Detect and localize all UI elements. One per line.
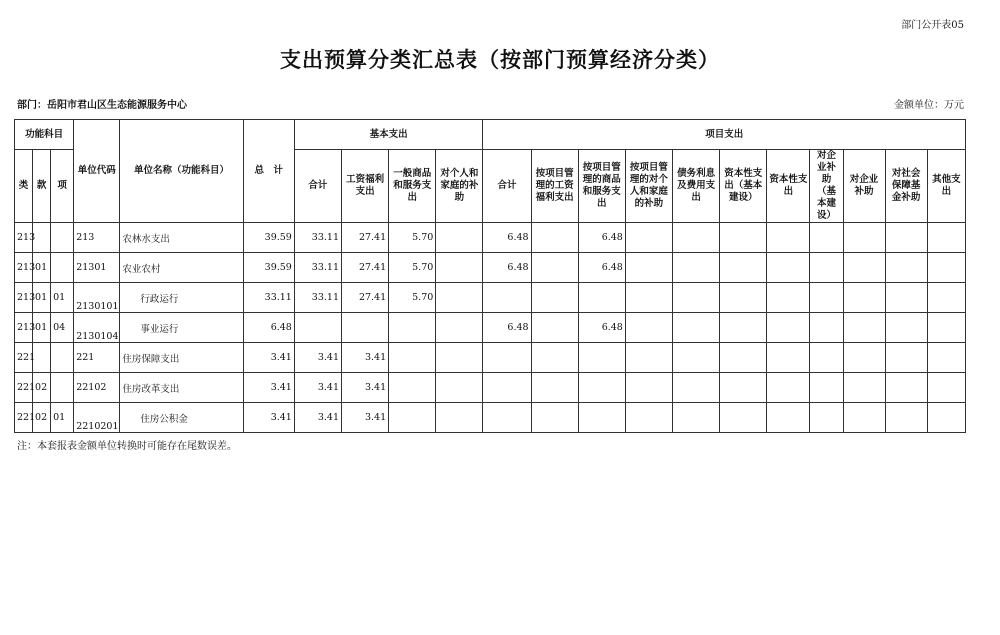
- project-capital-construct-cell: [720, 343, 767, 373]
- kuan-cell: 01: [33, 253, 51, 283]
- project-capital-construct-cell: [720, 253, 767, 283]
- total-cell: 39.59: [243, 253, 294, 283]
- table-row: [15, 313, 966, 343]
- header-project-personal: 按项目管理的对个人和家庭的补助: [625, 150, 672, 223]
- table-row: [15, 253, 966, 283]
- project-sum-cell: [483, 343, 531, 373]
- total-cell: 39.59: [243, 223, 294, 253]
- xiang-cell: 01: [51, 283, 74, 313]
- project-capital-cell: [767, 223, 810, 253]
- header-basic-personal: 对个人和家庭的补助: [436, 150, 483, 223]
- basic-wage-cell: 27.41: [342, 253, 389, 283]
- basic-goods-cell: [389, 403, 436, 433]
- basic-sum-cell: 3.41: [294, 343, 341, 373]
- basic-personal-cell: [436, 373, 483, 403]
- project-debt-cell: [673, 343, 720, 373]
- project-other-cell: [927, 223, 965, 253]
- basic-goods-cell: [389, 343, 436, 373]
- unit-name-cell: 行政运行: [120, 283, 243, 313]
- lei-cell: 221: [15, 403, 33, 433]
- project-social-cell: [885, 313, 927, 343]
- project-wage-cell: [531, 403, 578, 433]
- total-cell: 3.41: [243, 343, 294, 373]
- project-personal-cell: [625, 253, 672, 283]
- basic-goods-cell: 5.70: [389, 253, 436, 283]
- basic-wage-cell: 3.41: [342, 343, 389, 373]
- project-enterprise-construct-cell: [810, 283, 843, 313]
- xiang-cell: 01: [51, 403, 74, 433]
- unit-code-cell: 2210201: [74, 403, 120, 433]
- project-other-cell: [927, 343, 965, 373]
- project-capital-cell: [767, 403, 810, 433]
- table-row: [15, 373, 966, 403]
- project-wage-cell: [531, 373, 578, 403]
- project-debt-cell: [673, 283, 720, 313]
- header-basic-sum: 合计: [294, 150, 341, 223]
- basic-sum-cell: 33.11: [294, 283, 341, 313]
- basic-personal-cell: [436, 283, 483, 313]
- basic-goods-cell: [389, 373, 436, 403]
- table-row: [15, 223, 966, 253]
- project-social-cell: [885, 403, 927, 433]
- lei-cell: 221: [15, 373, 33, 403]
- kuan-cell: [33, 223, 51, 253]
- unit-code-cell: 2130104: [74, 313, 120, 343]
- project-wage-cell: [531, 283, 578, 313]
- project-enterprise-cell: [843, 403, 885, 433]
- unit-code-cell: 21301: [74, 253, 120, 283]
- total-cell: 6.48: [243, 313, 294, 343]
- basic-sum-cell: 3.41: [294, 403, 341, 433]
- header-unit-name: 单位名称（功能科目）: [120, 120, 243, 223]
- header-func-subject: 功能科目: [15, 120, 74, 150]
- header-project-sum: 合计: [483, 150, 531, 223]
- header-row-top: [15, 120, 966, 150]
- basic-personal-cell: [436, 253, 483, 283]
- project-debt-cell: [673, 223, 720, 253]
- project-personal-cell: [625, 313, 672, 343]
- header-unit-code: 单位代码: [74, 120, 120, 223]
- header-basic-goods: 一般商品和服务支出: [389, 150, 436, 223]
- kuan-cell: 02: [33, 403, 51, 433]
- kuan-cell: [33, 343, 51, 373]
- project-enterprise-construct-cell: [810, 373, 843, 403]
- basic-sum-cell: 3.41: [294, 373, 341, 403]
- xiang-cell: [51, 253, 74, 283]
- project-enterprise-construct-cell: [810, 403, 843, 433]
- project-debt-cell: [673, 403, 720, 433]
- basic-goods-cell: 5.70: [389, 283, 436, 313]
- project-personal-cell: [625, 373, 672, 403]
- project-social-cell: [885, 373, 927, 403]
- project-debt-cell: [673, 253, 720, 283]
- project-sum-cell: 6.48: [483, 313, 531, 343]
- lei-cell: 221: [15, 343, 33, 373]
- project-enterprise-cell: [843, 343, 885, 373]
- lei-cell: 213: [15, 223, 33, 253]
- project-personal-cell: [625, 403, 672, 433]
- project-sum-cell: 6.48: [483, 223, 531, 253]
- project-capital-construct-cell: [720, 283, 767, 313]
- project-enterprise-cell: [843, 283, 885, 313]
- xiang-cell: [51, 343, 74, 373]
- header-project-enterprise-construct: 对企业补助（基本建设）: [810, 150, 843, 223]
- project-sum-cell: [483, 403, 531, 433]
- project-enterprise-cell: [843, 373, 885, 403]
- project-social-cell: [885, 223, 927, 253]
- footnote: 注：本套报表金额单位转换时可能存在尾数误差。: [17, 441, 237, 452]
- project-capital-construct-cell: [720, 313, 767, 343]
- unit-name-cell: 住房保障支出: [120, 343, 243, 373]
- project-goods-cell: [578, 403, 625, 433]
- unit-name-cell: 住房公积金: [120, 403, 243, 433]
- project-enterprise-cell: [843, 223, 885, 253]
- unit-name-cell: 住房改革支出: [120, 373, 243, 403]
- kuan-cell: 02: [33, 373, 51, 403]
- project-capital-cell: [767, 313, 810, 343]
- kuan-cell: 01: [33, 313, 51, 343]
- project-enterprise-construct-cell: [810, 223, 843, 253]
- header-project-goods: 按项目管理的商品和服务支出: [578, 150, 625, 223]
- project-other-cell: [927, 373, 965, 403]
- basic-personal-cell: [436, 403, 483, 433]
- header-project-debt: 债务利息及费用支出: [673, 150, 720, 223]
- table-row: [15, 403, 966, 433]
- kuan-cell: 01: [33, 283, 51, 313]
- header-project-expense: 项目支出: [483, 120, 966, 150]
- project-wage-cell: [531, 343, 578, 373]
- project-enterprise-construct-cell: [810, 253, 843, 283]
- project-capital-construct-cell: [720, 403, 767, 433]
- table-body: [15, 223, 966, 433]
- unit-name-cell: 农林水支出: [120, 223, 243, 253]
- lei-cell: 213: [15, 283, 33, 313]
- unit-code-cell: 213: [74, 223, 120, 253]
- project-goods-cell: [578, 373, 625, 403]
- lei-cell: 213: [15, 313, 33, 343]
- project-debt-cell: [673, 313, 720, 343]
- project-goods-cell: 6.48: [578, 223, 625, 253]
- project-capital-cell: [767, 283, 810, 313]
- xiang-cell: [51, 373, 74, 403]
- total-cell: 3.41: [243, 403, 294, 433]
- basic-wage-cell: 27.41: [342, 283, 389, 313]
- header-xiang: 项: [51, 150, 74, 223]
- project-sum-cell: 6.48: [483, 253, 531, 283]
- table-row: [15, 343, 966, 373]
- header-basic-wage: 工资福利支出: [342, 150, 389, 223]
- lei-cell: 213: [15, 253, 33, 283]
- basic-sum-cell: [294, 313, 341, 343]
- project-other-cell: [927, 403, 965, 433]
- basic-personal-cell: [436, 343, 483, 373]
- table-row: [15, 283, 966, 313]
- project-goods-cell: [578, 283, 625, 313]
- header-basic-expense: 基本支出: [294, 120, 483, 150]
- project-personal-cell: [625, 283, 672, 313]
- header-project-other: 其他支出: [927, 150, 965, 223]
- unit-name-cell: 事业运行: [120, 313, 243, 343]
- project-capital-cell: [767, 343, 810, 373]
- header-project-capital: 资本性支出: [767, 150, 810, 223]
- unit-name-cell: 农业农村: [120, 253, 243, 283]
- department-label: 部门：岳阳市君山区生态能源服务中心: [17, 100, 187, 111]
- header-project-wage: 按项目管理的工资福利支出: [531, 150, 578, 223]
- basic-wage-cell: 3.41: [342, 403, 389, 433]
- basic-wage-cell: 3.41: [342, 373, 389, 403]
- basic-wage-cell: [342, 313, 389, 343]
- header-project-enterprise: 对企业补助: [843, 150, 885, 223]
- project-social-cell: [885, 283, 927, 313]
- project-social-cell: [885, 343, 927, 373]
- basic-goods-cell: 5.70: [389, 223, 436, 253]
- project-wage-cell: [531, 253, 578, 283]
- project-sum-cell: [483, 373, 531, 403]
- project-capital-construct-cell: [720, 373, 767, 403]
- basic-goods-cell: [389, 313, 436, 343]
- xiang-cell: 04: [51, 313, 74, 343]
- header-total: 总 计: [243, 120, 294, 223]
- project-social-cell: [885, 253, 927, 283]
- project-wage-cell: [531, 313, 578, 343]
- basic-sum-cell: 33.11: [294, 253, 341, 283]
- basic-wage-cell: 27.41: [342, 223, 389, 253]
- header-lei: 类: [15, 150, 33, 223]
- project-other-cell: [927, 283, 965, 313]
- amount-unit-label: 金额单位：万元: [894, 100, 964, 111]
- project-other-cell: [927, 313, 965, 343]
- basic-sum-cell: 33.11: [294, 223, 341, 253]
- header-kuan: 款: [33, 150, 51, 223]
- unit-code-cell: 2130101: [74, 283, 120, 313]
- project-capital-construct-cell: [720, 223, 767, 253]
- unit-code-cell: 221: [74, 343, 120, 373]
- xiang-cell: [51, 223, 74, 253]
- project-enterprise-cell: [843, 253, 885, 283]
- project-enterprise-construct-cell: [810, 343, 843, 373]
- basic-personal-cell: [436, 313, 483, 343]
- project-capital-cell: [767, 373, 810, 403]
- page-title: 支出预算分类汇总表（按部门预算经济分类）: [280, 48, 720, 72]
- project-goods-cell: [578, 343, 625, 373]
- project-capital-cell: [767, 253, 810, 283]
- project-enterprise-construct-cell: [810, 313, 843, 343]
- project-sum-cell: [483, 283, 531, 313]
- header-project-social: 对社会保障基金补助: [885, 150, 927, 223]
- total-cell: 33.11: [243, 283, 294, 313]
- total-cell: 3.41: [243, 373, 294, 403]
- budget-table: [14, 119, 966, 433]
- project-personal-cell: [625, 223, 672, 253]
- project-wage-cell: [531, 223, 578, 253]
- form-number-label: 部门公开表05: [901, 20, 964, 31]
- project-goods-cell: 6.48: [578, 313, 625, 343]
- unit-code-cell: 22102: [74, 373, 120, 403]
- project-goods-cell: 6.48: [578, 253, 625, 283]
- project-debt-cell: [673, 373, 720, 403]
- basic-personal-cell: [436, 223, 483, 253]
- project-personal-cell: [625, 343, 672, 373]
- project-enterprise-cell: [843, 313, 885, 343]
- header-project-capital-construct: 资本性支出（基本建设）: [720, 150, 767, 223]
- project-other-cell: [927, 253, 965, 283]
